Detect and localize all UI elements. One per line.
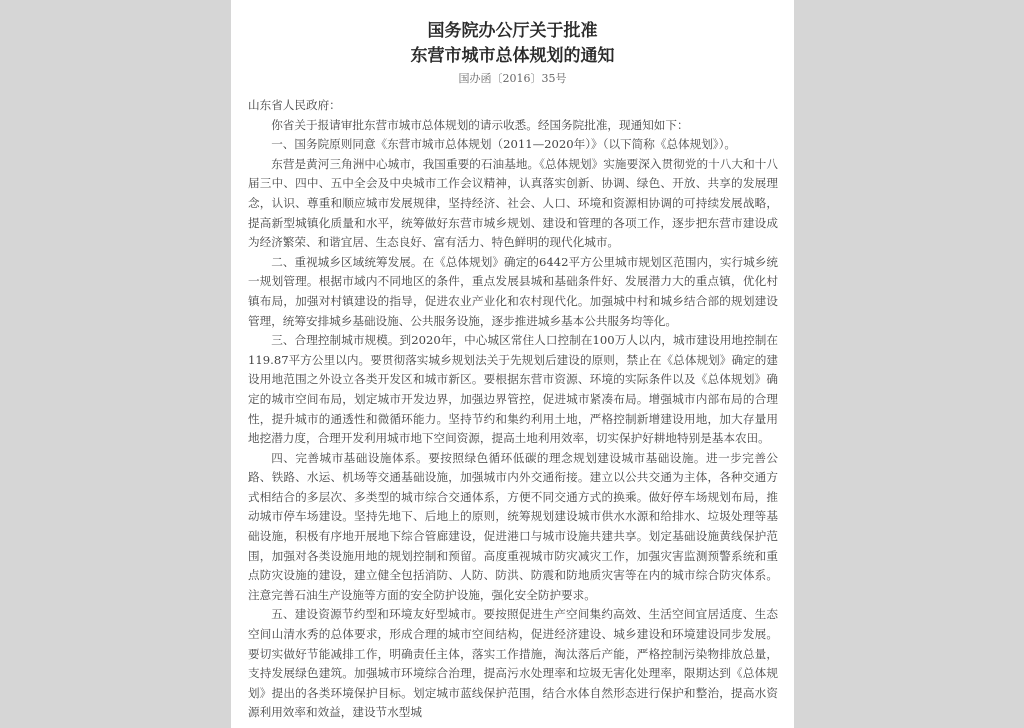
document-number: 国办函〔2016〕35号 xyxy=(458,72,567,85)
document-page xyxy=(231,0,794,728)
paragraph: 五、建设资源节约型和环境友好型城市。要按照促进生产空间集约高效、生活空间宜居适度、生态空间山清水秀的总体要求，形成合理的城市空间结构，促进经济建设、城乡建设和环境建设同步发展。要切实做好节能减排工作，明确责任主体，落实工作措施，淘汰落后产能，严格控制污染物排放总量，支持发展绿色建筑。加强城市环境综合治理，提高污水处理率和垃圾无害化处理率，限期达到《总体规划》提出的各类环境保护目标。划定城市蓝线保护范围，结合水体自然形态进行保护和整治，提高水资源利用效率和效益，建设节水型城 xyxy=(248,607,778,720)
document-body xyxy=(248,96,778,723)
paragraph: 二、重视城乡区域统筹发展。在《总体规划》确定的6442平方公里城市规划区范围内，实行城乡统一规划管理。根据市域内不同地区的条件，重点发展县城和基础条件好、发展潜力大的重点镇，优化村镇布局，加强对村镇建设的指导，促进农业产业化和农村现代化。加强城中村和城乡结合部的规划建设管理，统筹安排城乡基础设施、公共服务设施，逐步推进城乡基本公共服务均等化。 xyxy=(248,254,778,328)
addressee: 山东省人民政府： xyxy=(248,98,341,112)
paragraph: 一、国务院原则同意《东营市城市总体规划（2011—2020年）》（以下简称《总体规划》）。 xyxy=(271,137,736,152)
paragraph: 你省关于报请审批东营市城市总体规划的请示收悉。经国务院批准，现通知如下： xyxy=(271,117,689,132)
document-title-line2: 东营市城市总体规划的通知 xyxy=(410,46,615,66)
paragraph: 四、完善城市基础设施体系。要按照绿色循环低碳的理念规划建设城市基础设施。进一步完善公路、铁路、水运、机场等交通基础设施，加强城市内外交通衔接。建立以公共交通为主体，各种交通方式相结合的多层次、多类型的城市综合交通体系，方便不同交通方式的换乘。做好停车场规划布局，推动城市停车场建设。坚持先地下、后地上的原则，统筹规划建设城市供水水源和给排水、垃圾处理等基础设施，积极有序地开展地下综合管廊建设，促进港口与城市设施共建共享。划定基础设施黄线保护范围，加强对各类设施用地的规划控制和预留。高度重视城市防灾减灾工作，加强灾害监测预警系统和重点防灾设施的建设，建立健全包括消防、人防、防洪、防震和防地质灾害等在内的城市综合防灾体系。注意完善石油生产设施等方面的安全防护设施，强化安全防护要求。 xyxy=(248,450,778,602)
paragraph: 东营是黄河三角洲中心城市，我国重要的石油基地。《总体规划》实施要深入贯彻党的十八大和十八届三中、四中、五中全会及中央城市工作会议精神，认真落实创新、协调、绿色、开放、共享的发展理念，认识、尊重和顺应城市发展规律，坚持经济、社会、人口、环境和资源相协调的可持续发展战略，提高新型城镇化质量和水平，统筹做好东营市城乡规划、建设和管理的各项工作，逐步把东营市建设成为经济繁荣、和谐宜居、生态良好、富有活力、特色鲜明的现代化城市。 xyxy=(248,156,778,250)
document-title-line1: 国务院办公厅关于批准 xyxy=(427,21,598,41)
paragraph: 三、合理控制城市规模。到2020年，中心城区常住人口控制在100万人以内，城市建设用地控制在119.87平方公里以内。要贯彻落实城乡规划法关于先规划后建设的原则，禁止在《总体规划》确定的建设用地范围之外设立各类开发区和城市新区。要根据东营市资源、环境的实际条件以及《总体规划》确定的城市空间布局，划定城市开发边界，加强边界管控，促进城市紧凑布局。增强城市内部布局的合理性，提升城市的通透性和微循环能力。坚持节约和集约利用土地，严格控制新增建设用地，加大存量用地挖潜力度，合理开发利用城市地下空间资源，提高土地利用效率，切实保护好耕地特别是基本农田。 xyxy=(248,333,778,446)
